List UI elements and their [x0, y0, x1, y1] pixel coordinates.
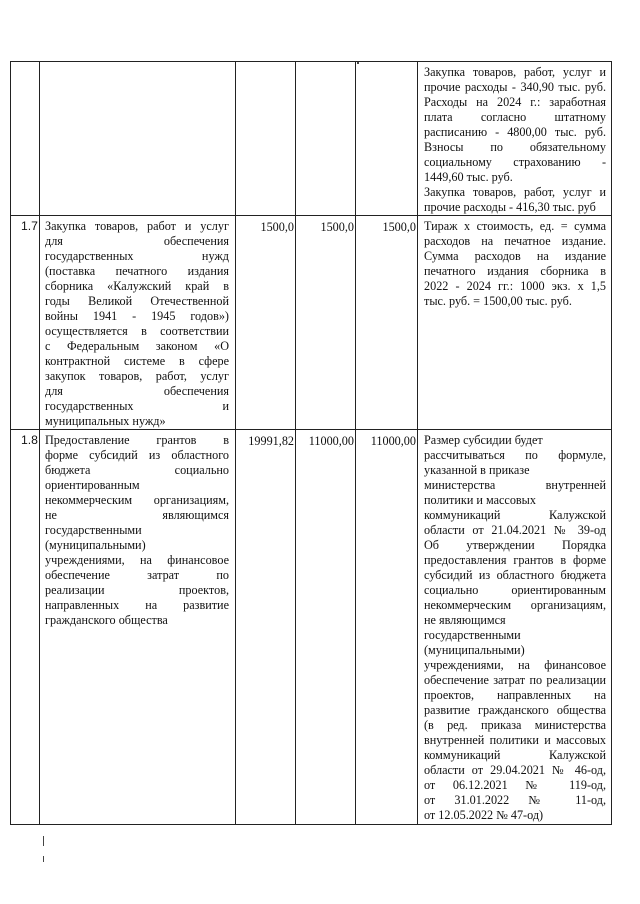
description-line: не являющимся: [45, 508, 229, 522]
justification-line: Расходы на 2024 г.: заработная: [424, 95, 606, 109]
justification-line: прочие расходы - 340,90 тыс. руб.: [424, 80, 606, 94]
justification-cell: [418, 430, 612, 825]
description-line: Предоставление грантов в: [45, 433, 229, 447]
description-line: закупок товаров, работ, услуг: [45, 369, 229, 383]
description-line: государственных нужд: [45, 249, 229, 263]
justification-line: прочие расходы - 416,30 тыс. руб: [424, 200, 596, 214]
description-cell: [40, 430, 236, 825]
scan-mark: [43, 856, 44, 862]
justification-line: 2022 - 2024 гг.: 1000 экз. х 1,5: [424, 279, 606, 293]
justification-line: (в ред. приказа министерства: [424, 718, 606, 732]
justification-line: Сумма расходов на издание: [424, 249, 606, 263]
value-2023-cell: 1500,0: [296, 216, 356, 430]
description-line: учреждениями, на финансовое: [45, 553, 229, 567]
justification-line: Взносы по обязательному: [424, 140, 606, 154]
justification-cell: [418, 216, 612, 430]
justification-line: некоммерческим организациям,: [424, 598, 606, 612]
description-line: реализации проектов,: [45, 583, 229, 597]
value-2023-cell: [296, 62, 356, 216]
justification-line: учреждениями, на финансовое: [424, 658, 606, 672]
description-line: с Федеральным законом «О: [45, 339, 229, 353]
justification-line: субсидий из областного бюджета: [424, 568, 606, 582]
budget-justification-table: [10, 61, 612, 825]
table-row: [11, 62, 612, 216]
justification-line: Размер субсидии будет: [424, 433, 543, 447]
justification-line: Тираж х стоимость, ед. = сумма: [424, 219, 606, 233]
value-2022-cell: 1500,0: [236, 216, 296, 430]
description-cell: [40, 216, 236, 430]
description-line: войны 1941 - 1945 годов»): [45, 309, 229, 323]
justification-line: указанной в приказе: [424, 463, 530, 477]
justification-line: печатного издания сборника в: [424, 264, 606, 278]
description-line: государственных и: [45, 399, 229, 413]
justification-line: Об утверждении Порядка: [424, 538, 606, 552]
justification-line: расписанию - 4800,00 тыс. руб.: [424, 125, 606, 139]
justification-line: области от 21.04.2021 № 39-од: [424, 523, 606, 537]
value-2024-cell: 1500,0: [356, 216, 418, 430]
description-line: осуществляется в соответствии: [45, 324, 229, 338]
description-line: Закупка товаров, работ и услуг: [45, 219, 229, 233]
justification-line: Закупка товаров, работ, услуг и: [424, 65, 606, 79]
table-row: [11, 216, 612, 430]
description-line: контрактной системе в сфере: [45, 354, 229, 368]
justification-line: развитие гражданского общества: [424, 703, 606, 717]
description-line: для обеспечения: [45, 234, 229, 248]
justification-line: Закупка товаров, работ, услуг и: [424, 185, 606, 199]
justification-line: коммуникаций Калужской: [424, 508, 606, 522]
justification-line: 1449,60 тыс. руб.: [424, 170, 513, 184]
description-line: ориентированным: [45, 478, 140, 492]
value-2024-cell: [356, 62, 418, 216]
description-line: для обеспечения: [45, 384, 229, 398]
justification-line: рассчитываться по формуле,: [424, 448, 606, 462]
description-line: некоммерческим организациям,: [45, 493, 229, 507]
row-number-cell: [11, 62, 40, 216]
justification-line: от 06.12.2021 № 119-од,: [424, 778, 606, 792]
description-line: обеспечение затрат по: [45, 568, 229, 582]
table-row: [11, 430, 612, 825]
justification-line: политики и массовых: [424, 493, 536, 507]
justification-line: от 12.05.2022 № 47-од): [424, 808, 544, 822]
description-line: (поставка печатного издания: [45, 264, 229, 278]
justification-line: области от 29.04.2021 № 46-од,: [424, 763, 606, 777]
description-line: сборника «Калужский край в: [45, 279, 229, 293]
justification-line: тыс. руб. = 1500,00 тыс. руб.: [424, 294, 572, 308]
description-line: форме субсидий из областного: [45, 448, 229, 462]
justification-line: плата согласно штатному: [424, 110, 606, 124]
justification-line: (муниципальными): [424, 643, 525, 657]
description-line: направленных на развитие: [45, 598, 229, 612]
justification-line: от 31.01.2022 № 11-од,: [424, 793, 606, 807]
justification-line: не являющимся: [424, 613, 506, 627]
description-line: муниципальных нужд»: [45, 414, 166, 428]
justification-cell: [418, 62, 612, 216]
description-cell: [40, 62, 236, 216]
scan-mark: [357, 62, 359, 64]
justification-line: обеспечение затрат по реализации: [424, 673, 606, 687]
value-2022-cell: 19991,82: [236, 430, 296, 825]
justification-line: внутренней политики и массовых: [424, 733, 606, 747]
justification-line: социальному страхованию -: [424, 155, 606, 169]
justification-line: расходов на печатное издание.: [424, 234, 606, 248]
description-line: бюджета социально: [45, 463, 229, 477]
description-line: годы Великой Отечественной: [45, 294, 229, 308]
description-line: (муниципальными): [45, 538, 146, 552]
value-2023-cell: 11000,00: [296, 430, 356, 825]
row-number-cell: 1.8: [11, 430, 40, 825]
description-line: гражданского общества: [45, 613, 168, 627]
row-number-cell: 1.7: [11, 216, 40, 430]
value-2024-cell: 11000,00: [356, 430, 418, 825]
description-line: государственными: [45, 523, 142, 537]
justification-line: министерства внутренней: [424, 478, 606, 492]
justification-line: проектов, направленных на: [424, 688, 606, 702]
value-2022-cell: [236, 62, 296, 216]
justification-line: социально ориентированным: [424, 583, 606, 597]
justification-line: государственными: [424, 628, 521, 642]
scan-mark: [43, 836, 44, 846]
table-body: [11, 62, 612, 825]
justification-line: предоставления грантов в форме: [424, 553, 606, 567]
justification-line: коммуникаций Калужской: [424, 748, 606, 762]
